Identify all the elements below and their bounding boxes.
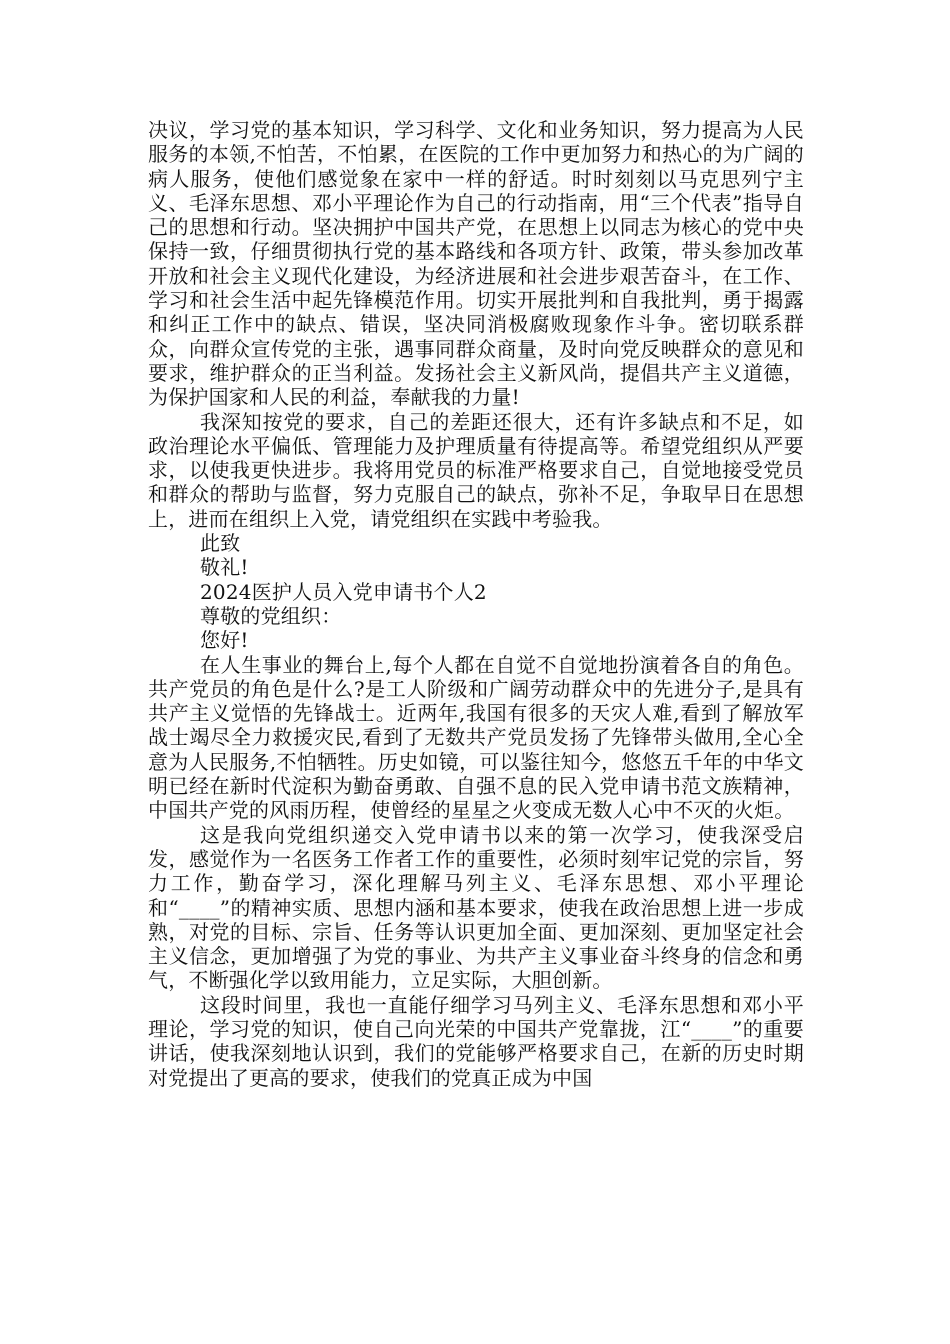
document-page (148, 118, 804, 1090)
paragraph-study: 这是我向党组织递交入党申请书以来的第一次学习，使我深受启发，感觉作为一名医务工作者工作的重要性，必须时刻牢记党的宗旨，努力工作，勤奋学习，深化理解马列主义、毛泽东思想、邓小平理论和“____”的精神实质、思想内涵和基本要求，使我在政治思想上进一步成熟，对党的目标、宗旨、任务等认识更加全面、更加深刻、更加坚定社会主义信念，更加增强了为党的事业、为共产主义事业奋斗终身的信念和勇气，不断强化学以致用能力，立足实际，大胆创新。 (148, 822, 804, 993)
paragraph-continued: 决议，学习党的基本知识，学习科学、文化和业务知识，努力提高为人民服务的本领,不怕苦，不怕累，在医院的工作中更加努力和热心的为广阔的病人服务，使他们感觉象在家中一样的舒适。时时刻刻以马克思列宁主义、毛泽东思想、邓小平理论作为自己的行动指南，用“三个代表”指导自己的思想和行动。坚决拥护中国共产党，在思想上以同志为核心的党中央保持一致，仔细贯彻执行党的基本路线和各项方针、政策，带头参加改革开放和社会主义现代化建设，为经济进展和社会进步艰苦奋斗，在工作、学习和社会生活中起先锋模范作用。切实开展批判和自我批判，勇于揭露和纠正工作中的缺点、错误，坚决同消极腐败现象作斗争。密切联系群众，向群众宣传党的主张，遇事同群众商量，及时向党反映群众的意见和要求，维护群众的正当利益。发扬社会主义新风尚，提倡共产主义道德，为保护国家和人民的利益，奉献我的力量! (148, 118, 804, 410)
section-title: 2024医护人员入党申请书个人2 (200, 579, 487, 604)
closing-regards: 敬礼! (200, 555, 249, 580)
paragraph-self-assessment: 我深知按党的要求，自己的差距还很大，还有许多缺点和不足，如政治理论水平偏低、管理能力及护理质量有待提高等。希望党组织从严要求，以使我更快进步。我将用党员的标准严格要求自己，自觉地接受党员和群众的帮助与监督，努力克服自己的缺点，弥补不足，争取早日在思想上，进而在组织上入党，请党组织在实践中考验我。 (148, 409, 804, 531)
greeting-hello: 您好! (200, 628, 249, 653)
greeting-addressee: 尊敬的党组织： (200, 603, 342, 628)
paragraph-recent: 这段时间里，我也一直能仔细学习马列主义、毛泽东思想和邓小平理论，学习党的知识，使自己向光荣的中国共产党靠拢，江“____”的重要讲话，使我深刻地认识到，我们的党能够严格要求自己，在新的历史时期对党提出了更高的要求，使我们的党真正成为中国 (148, 992, 804, 1090)
paragraph-role: 在人生事业的舞台上,每个人都在自觉不自觉地扮演着各自的角色。共产党员的角色是什么?是工人阶级和广阔劳动群众中的先进分子,是具有共产主义觉悟的先锋战士。近两年,我国有很多的天灾人难,看到了解放军战士竭尽全力救援灾民,看到了无数共产党员发扬了先锋带头做用,全心全意为人民服务,不怕牺牲。历史如镜，可以鉴往知今，悠悠五千年的中华文明已经在新时代淀积为勤奋勇敢、自强不息的民入党申请书范文族精神，中国共产党的风雨历程，使曾经的星星之火变成无数人心中不灭的火炬。 (148, 652, 804, 823)
closing-salutation: 此致 (200, 531, 241, 556)
